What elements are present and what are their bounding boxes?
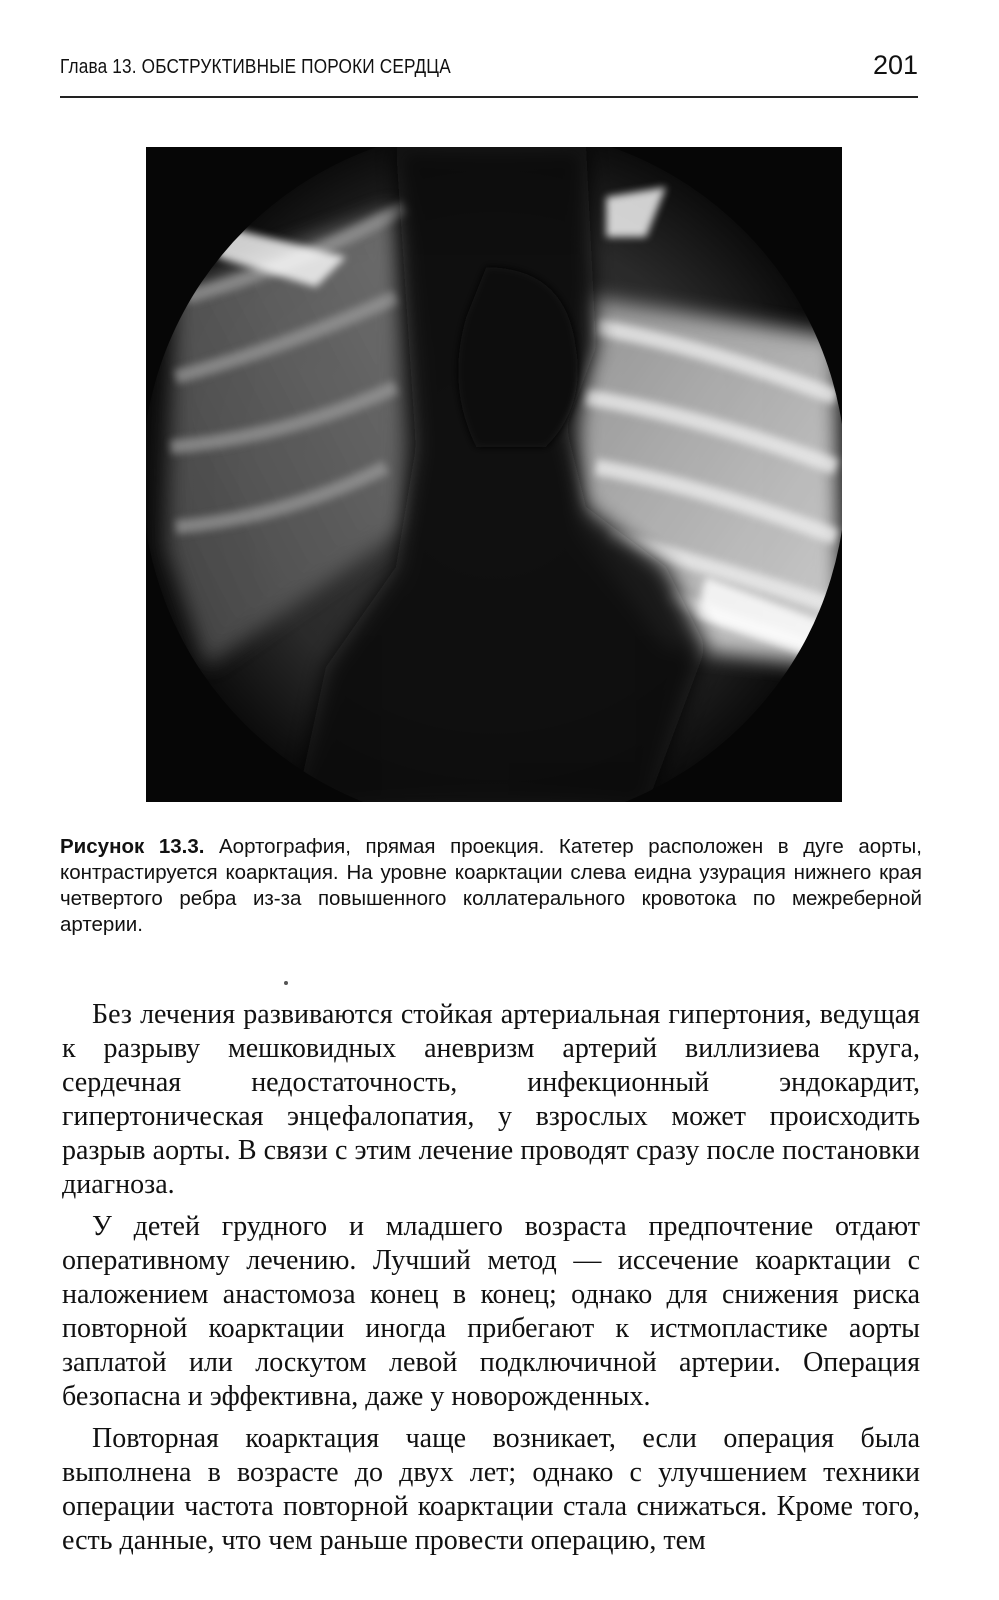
chapter-title: Глава 13. ОБСТРУКТИВНЫЕ ПОРОКИ СЕРДЦА [60,56,451,78]
speck-mark [284,981,288,985]
figure-caption [60,834,922,938]
paragraph: Повторная коарктация чаще возникает, если операция была выполнена в возрасте до двух лет; однако с улучшением техники операции частота повторной коарктации стала снижаться. Кроме того, есть данные, что чем раньше провести операцию, тем [62,1423,920,1556]
caption-label: Рисунок 13.3. [60,835,205,858]
paragraph: Без лечения развиваются стойкая артериальная гипертония, ведущая к разрыву мешковидных аневризм артерий виллизиева круга, сердечная недостаточность, инфекционный эндокардит, гипертоническая энцефалопатия, у взрослых может происходить разрыв аорты. В связи с этим лечение проводят сразу после постановки диагноза. [62,999,920,1200]
paragraph: У детей грудного и младшего возраста предпочтение отдают оперативному лечению. Лучший метод — иссечение коарктации с наложением анастомоза конец в конец; однако для снижения риска повторной коарктации иногда прибегают к истмопластике аорты заплатой или лоскутом левой подключичной артерии. Операция безопасна и эффективна, даже у новорожденных. [62,1211,920,1412]
xray-illustration [146,147,842,802]
main-text [62,998,920,1566]
caption-text: Аортография, прямая проекция. Катетер расположен в дуге аорты, контрастируется коарктация. На уровне коарктации слева еидна узурация нижнего края четвертого ребра из-за повышенного коллатерального кровотока по межреберной артерии. [60,835,922,936]
page-number: 201 [872,50,918,80]
header-rule [60,96,918,98]
aortography-image [146,147,842,802]
running-header [60,44,920,104]
